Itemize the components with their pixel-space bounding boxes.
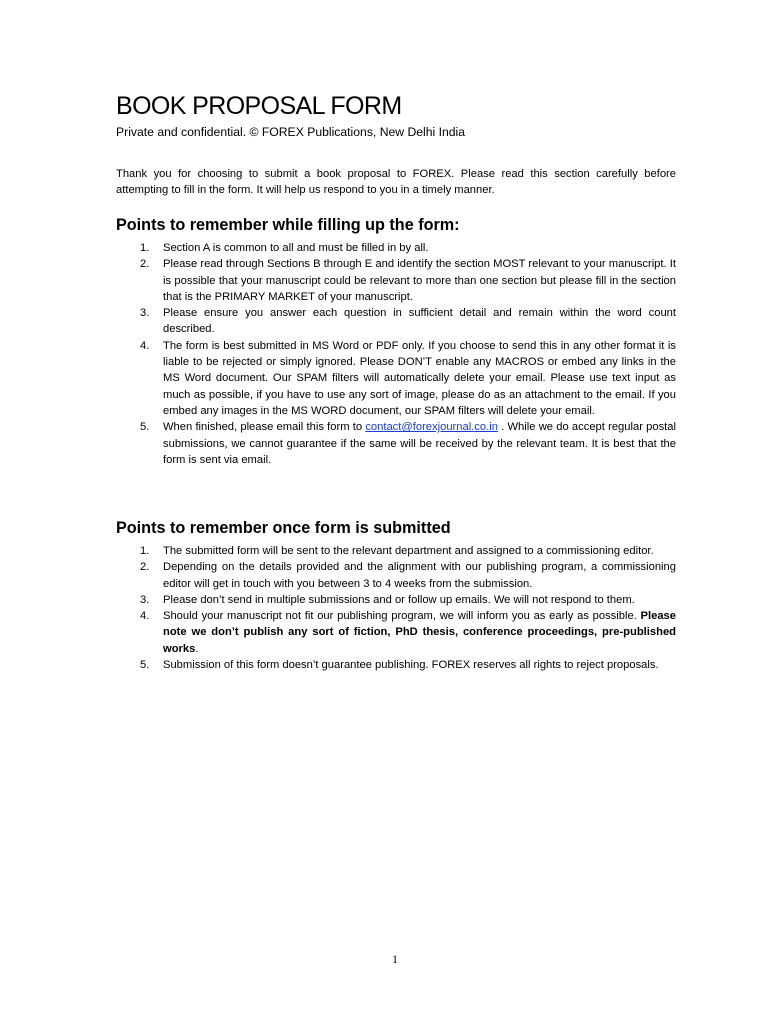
intro-paragraph: Thank you for choosing to submit a book proposal to FOREX. Please read this section carefully before attempting to fill in the form. It will help us respond to you in a timely manner. bbox=[116, 168, 676, 197]
list-item bbox=[116, 240, 676, 256]
after-submission-list bbox=[116, 543, 676, 673]
list-item-number: 1. bbox=[140, 242, 150, 254]
list-item-text-after-link: . While we do accept regular postal submissions, we cannot guarantee if the same will be received by the relevant team. It is best that the form is sent via email. bbox=[163, 421, 676, 466]
list-item-text: Please ensure you answer each question in sufficient detail and remain within the word count described. bbox=[163, 307, 676, 336]
filling-instructions-list bbox=[116, 240, 676, 468]
list-item-text-end: . bbox=[195, 642, 199, 655]
list-item-text-before-link: When finished, please email this form to bbox=[163, 421, 366, 434]
list-item bbox=[116, 559, 676, 592]
list-item-text: Should your manuscript not fit our publishing program, we will inform you as early as possible. bbox=[163, 610, 641, 623]
list-item-text: The form is best submitted in MS Word or PDF only. If you choose to send this in any other format it is liable to be rejected or simply ignored. Please DON’T enable any MACROS or embed any links in the MS Word document. Our SPAM filters will automatically delete your email. Please use text input as much as possible, if you have to use any sort of image, please do as an attachment to the email. If you embed any images in the MS WORD document, our SPAM filters will delete your email. bbox=[163, 339, 676, 417]
list-item bbox=[116, 305, 676, 338]
list-item bbox=[116, 543, 676, 559]
list-item bbox=[116, 338, 676, 419]
contact-email-link[interactable]: contact@forexjournal.co.in bbox=[365, 421, 498, 434]
list-item bbox=[116, 657, 676, 673]
section-heading-filling: Points to remember while filling up the form: bbox=[116, 216, 460, 234]
list-item bbox=[116, 419, 676, 468]
list-item-bold-notice: Please note we don’t publish any sort of fiction, PhD thesis, conference proceedings, pre-published works bbox=[163, 610, 676, 655]
list-item-number: 5. bbox=[140, 421, 150, 434]
list-item-number: 5. bbox=[140, 659, 150, 672]
list-item bbox=[116, 592, 676, 608]
list-item-number: 3. bbox=[140, 307, 150, 320]
list-item bbox=[116, 608, 676, 657]
list-item-number: 2. bbox=[140, 561, 150, 574]
list-item-number: 4. bbox=[140, 610, 150, 623]
list-item bbox=[116, 256, 676, 305]
list-item-number: 3. bbox=[140, 593, 150, 606]
page-subtitle: Private and confidential. © FOREX Publications, New Delhi India bbox=[116, 125, 466, 139]
list-item-text: Please read through Sections B through E and identify the section MOST relevant to your manuscript. It is possible that your manuscript could be relevant to more than one section but please fill in the section that is the PRIMARY MARKET of your manuscript. bbox=[163, 258, 676, 303]
list-item-number: 1. bbox=[140, 545, 150, 557]
list-item-text: Section A is common to all and must be filled in by all. bbox=[163, 242, 429, 254]
list-item-text: Depending on the details provided and the alignment with our publishing program, a commissioning editor will get in touch with you between 3 to 4 weeks from the submission. bbox=[163, 561, 676, 590]
list-item-text: The submitted form will be sent to the relevant department and assigned to a commissioning editor. bbox=[163, 545, 654, 557]
list-item-number: 4. bbox=[140, 339, 150, 352]
section-heading-submitted: Points to remember once form is submitted bbox=[116, 519, 451, 537]
list-item-number: 2. bbox=[140, 258, 150, 271]
page-number: 1 bbox=[392, 952, 398, 966]
list-item-text: Please don’t send in multiple submissions and or follow up emails. We will not respond to them. bbox=[163, 593, 635, 606]
page-title: BOOK PROPOSAL FORM bbox=[116, 92, 402, 120]
list-item-text: Submission of this form doesn’t guarantee publishing. FOREX reserves all rights to reject proposals. bbox=[163, 659, 659, 672]
